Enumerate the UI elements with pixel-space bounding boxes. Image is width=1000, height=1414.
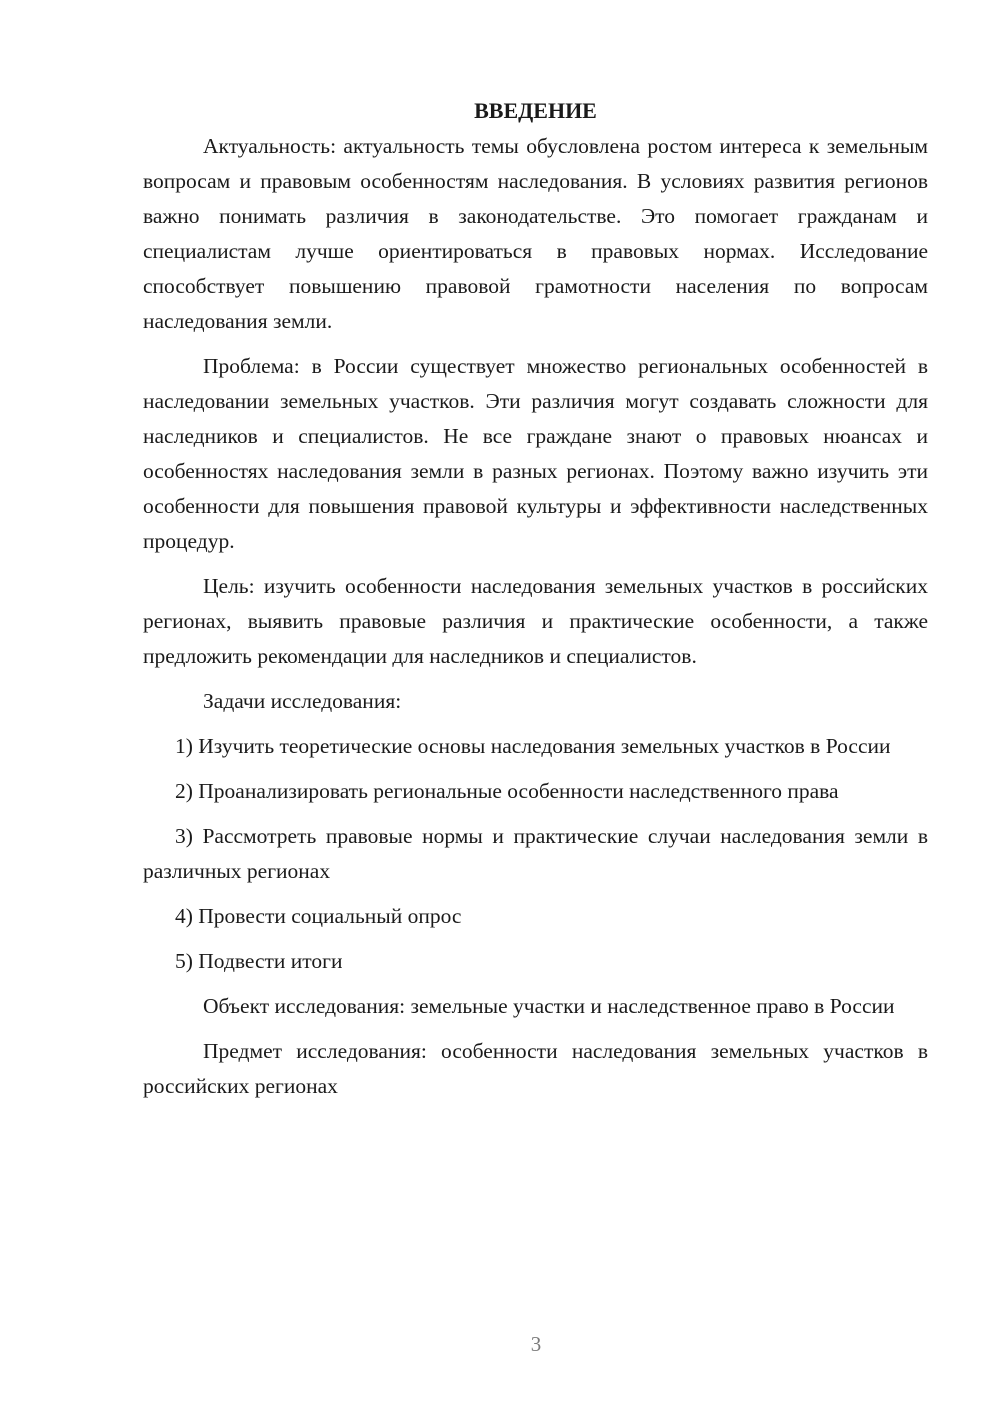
task-item-3: 3) Рассмотреть правовые нормы и практические случаи наследования земли в различных регионах (143, 824, 928, 883)
goal-paragraph: Цель: изучить особенности наследования земельных участков в российских регионах, выявить правовые различия и практические особенности, а также предложить рекомендации для наследников и специалистов. (143, 574, 928, 668)
task-item-1: 1) Изучить теоретические основы наследования земельных участков в России (175, 734, 891, 758)
subject-paragraph: Предмет исследования: особенности наследования земельных участков в российских регионах (143, 1039, 928, 1098)
problem-paragraph: Проблема: в России существует множество региональных особенностей в наследовании земельных участков. Эти различия могут создавать сложности для наследников и специалистов. Не все граждане знают о правовых нюансах и особенностях наследования земли в разных регионах. Поэтому важно изучить эти особенности для повышения правовой культуры и эффективности наследственных процедур. (143, 354, 928, 553)
task-item-2: 2) Проанализировать региональные особенности наследственного права (175, 779, 839, 803)
page-number: 3 (530, 1332, 542, 1356)
tasks-intro: Задачи исследования: (203, 689, 402, 713)
object-paragraph: Объект исследования: земельные участки и наследственное право в России (203, 994, 895, 1018)
task-item-5: 5) Подвести итоги (175, 949, 343, 973)
section-heading: ВВЕДЕНИЕ (474, 98, 597, 123)
page-content (143, 96, 928, 1114)
relevance-paragraph: Актуальность: актуальность темы обусловлена ростом интереса к земельным вопросам и правовым особенностям наследования. В условиях развития регионов важно понимать различия в законодательстве. Это помогает гражданам и специалистам лучше ориентироваться в правовых нормах. Исследование способствует повышению правовой грамотности населения по вопросам наследования земли. (143, 134, 928, 333)
task-item-4: 4) Провести социальный опрос (175, 904, 462, 928)
